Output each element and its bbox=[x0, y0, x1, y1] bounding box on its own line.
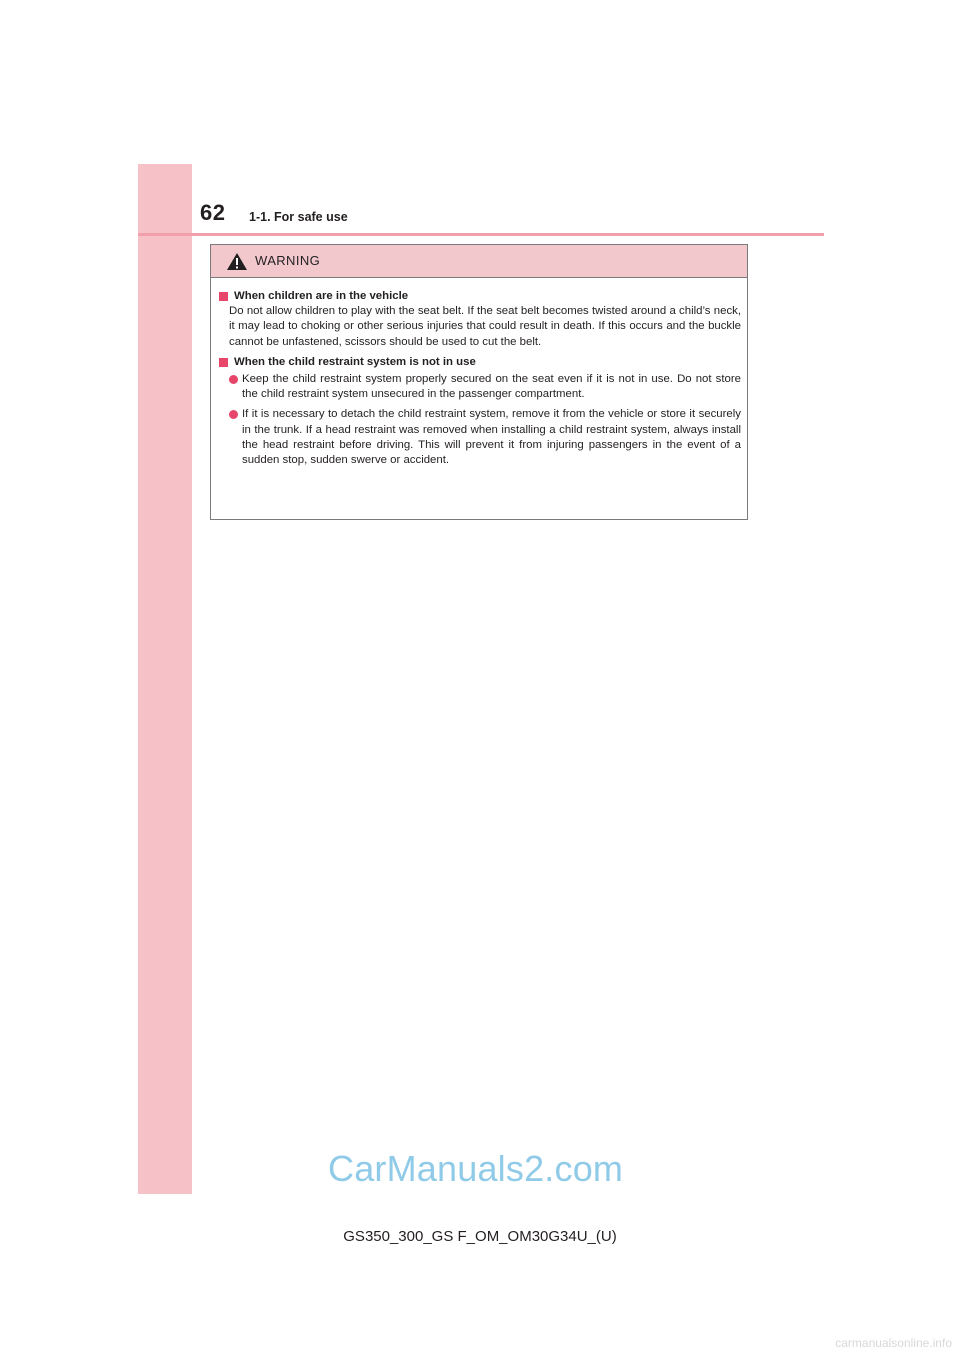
bullet-point bbox=[229, 372, 741, 402]
warning-item bbox=[219, 289, 741, 350]
page-number: 62 bbox=[200, 200, 226, 225]
warning-body bbox=[211, 278, 747, 468]
item-heading bbox=[219, 355, 741, 370]
bullet-text: If it is necessary to detach the child restraint system, remove it from the vehicle or store it securely in the trunk. If a head restraint was removed when installing a child restraint system, always install the head restraint before driving. This will prevent it from injuring passengers in the event of a sudden stop, sudden swerve or accident. bbox=[242, 408, 741, 467]
warning-header bbox=[211, 245, 747, 278]
watermark-logo: CarManuals2.com bbox=[328, 1148, 624, 1189]
square-bullet-icon bbox=[219, 292, 228, 301]
item-heading-text: When children are in the vehicle bbox=[234, 290, 409, 302]
circle-bullet-icon bbox=[229, 375, 238, 384]
bullet-point bbox=[229, 407, 741, 468]
side-tab-band bbox=[138, 164, 192, 1194]
item-paragraph: Do not allow children to play with the seat belt. If the seat belt becomes twisted around a child’s neck, it may lead to choking or other serious injuries that could result in death. If this occurs and the buckle cannot be unfastened, scissors should be used to cut the belt. bbox=[229, 305, 741, 348]
item-heading-text: When the child restraint system is not in use bbox=[234, 355, 476, 368]
footer-site-watermark: carmanualsonline.info bbox=[835, 1336, 952, 1350]
circle-bullet-icon bbox=[229, 410, 238, 419]
header-rule bbox=[138, 233, 824, 236]
page-header bbox=[200, 196, 824, 236]
footer-document-code: GS350_300_GS F_OM_OM30G34U_(U) bbox=[343, 1228, 617, 1245]
bullet-text: Keep the child restraint system properly secured on the seat even if it is not in use. Do not store the child restraint system unsecured in the passenger compartment. bbox=[242, 373, 741, 401]
warning-label: WARNING bbox=[255, 253, 321, 268]
warning-item bbox=[219, 355, 741, 468]
square-bullet-icon bbox=[219, 358, 228, 367]
warning-triangle-icon bbox=[226, 252, 248, 271]
item-heading bbox=[219, 289, 741, 304]
warning-box bbox=[210, 244, 748, 520]
section-title: 1-1. For safe use bbox=[249, 210, 348, 224]
